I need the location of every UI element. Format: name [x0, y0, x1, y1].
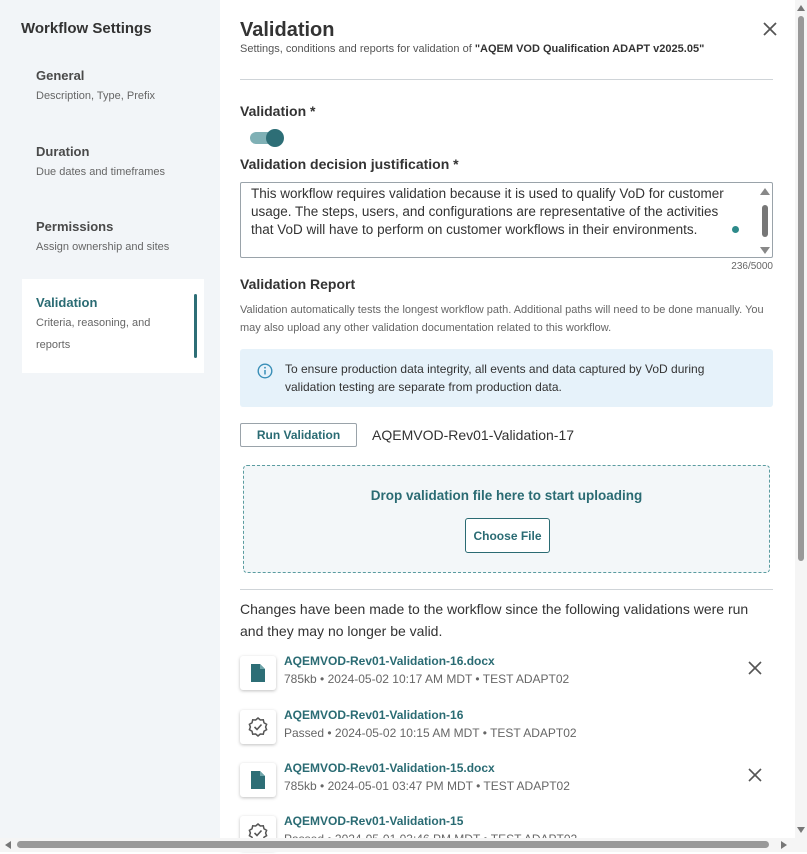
page-title: Validation: [240, 19, 335, 41]
run-id: AQEMVOD-Rev01-Validation-17: [372, 427, 575, 443]
file-meta: Passed • 2024-05-02 10:15 AM MDT • TEST ADAPT02: [284, 726, 577, 740]
scroll-left-icon[interactable]: [5, 841, 11, 849]
scroll-thumb[interactable]: [17, 841, 769, 848]
toggle-knob: [266, 129, 284, 147]
file-link[interactable]: AQEMVOD-Rev01-Validation-16.docx: [284, 654, 495, 668]
sidebar-item-permissions[interactable]: [22, 219, 204, 269]
sidebar-item-label: Validation: [36, 295, 98, 310]
sidebar-item-duration[interactable]: [22, 144, 204, 194]
scroll-up-icon[interactable]: [760, 188, 770, 195]
file-meta: 785kb • 2024-05-02 10:17 AM MDT • TEST ADAPT02: [284, 672, 570, 686]
scroll-down-icon[interactable]: [760, 247, 770, 254]
justification-label: Validation decision justification *: [240, 156, 459, 172]
document-icon: [240, 656, 276, 690]
info-banner: [240, 349, 773, 407]
info-icon: [257, 363, 273, 379]
sidebar-item-desc: Assign ownership and sites: [36, 241, 170, 253]
sidebar-item-label: Permissions: [36, 219, 114, 234]
header-divider: [240, 79, 773, 80]
file-dropzone[interactable]: [243, 465, 770, 573]
validation-toggle[interactable]: [250, 128, 284, 148]
validation-panel: [220, 0, 795, 838]
list-item: [240, 761, 775, 801]
validation-toggle-label: Validation *: [240, 103, 316, 119]
page-subtitle: [240, 43, 704, 55]
section-divider: [240, 589, 773, 590]
scroll-up-icon[interactable]: [797, 5, 805, 11]
file-meta: 785kb • 2024-05-01 03:47 PM MDT • TEST ADAPT02: [284, 779, 570, 793]
run-validation-button[interactable]: Run Validation: [240, 423, 357, 447]
file-link[interactable]: AQEMVOD-Rev01-Validation-15: [284, 814, 464, 828]
close-icon[interactable]: [761, 20, 779, 38]
dropzone-text: Drop validation file here to start uploading: [370, 488, 643, 503]
file-link[interactable]: AQEMVOD-Rev01-Validation-16: [284, 708, 464, 722]
sidebar-item-desc: Due dates and timeframes: [36, 166, 166, 178]
validation-report-label: Validation Report: [240, 276, 356, 292]
scroll-thumb[interactable]: [762, 205, 768, 237]
document-icon: [240, 763, 276, 797]
changes-notice: Changes have been made to the workflow since the following validations were run and they may no longer be valid.: [240, 601, 749, 639]
character-counter: 236/5000: [731, 261, 773, 272]
textarea-scrollbar[interactable]: [760, 185, 770, 257]
sidebar-title: Workflow Settings: [21, 20, 152, 37]
sidebar-item-desc: Criteria, reasoning, and reports: [36, 317, 151, 351]
justification-text: This workflow requires validation because it is used to qualify VoD for customer usage. The steps, users, and configurations are representative of the activities that VoD will have to perform on customer workflows in their environments.: [251, 186, 724, 237]
sidebar-item-label: Duration: [36, 144, 90, 159]
validation-report-helper: Validation automatically tests the longest workflow path. Additional paths will need to be done manually. You may also upload any other validation documentation related to this workflow.: [240, 304, 764, 334]
file-link[interactable]: AQEMVOD-Rev01-Validation-15.docx: [284, 761, 495, 775]
choose-file-button[interactable]: Choose File: [465, 518, 550, 553]
sidebar-item-label: General: [36, 68, 85, 83]
info-text: To ensure production data integrity, all events and data captured by VoD during validation testing are separate from production data.: [285, 362, 705, 394]
workflow-name: "AQEM VOD Qualification ADAPT v2025.05": [474, 43, 705, 55]
scroll-down-icon[interactable]: [797, 827, 805, 833]
scroll-thumb[interactable]: [798, 16, 804, 561]
list-item: [240, 708, 775, 748]
grammar-dot-icon[interactable]: [732, 226, 739, 233]
remove-file-icon[interactable]: [748, 661, 762, 675]
justification-textarea[interactable]: [240, 182, 773, 258]
badge-check-icon: [240, 710, 276, 744]
list-item: [240, 654, 775, 694]
sidebar-item-desc: Description, Type, Prefix: [36, 90, 156, 102]
vertical-scrollbar[interactable]: [795, 0, 807, 838]
scroll-right-icon[interactable]: [781, 841, 787, 849]
settings-sidebar: [0, 0, 220, 852]
active-indicator: [194, 294, 197, 358]
sidebar-item-validation[interactable]: [22, 279, 204, 373]
subtitle-prefix: Settings, conditions and reports for validation of: [240, 43, 475, 55]
horizontal-scrollbar[interactable]: [0, 838, 807, 852]
sidebar-item-general[interactable]: [22, 68, 204, 118]
remove-file-icon[interactable]: [748, 768, 762, 782]
